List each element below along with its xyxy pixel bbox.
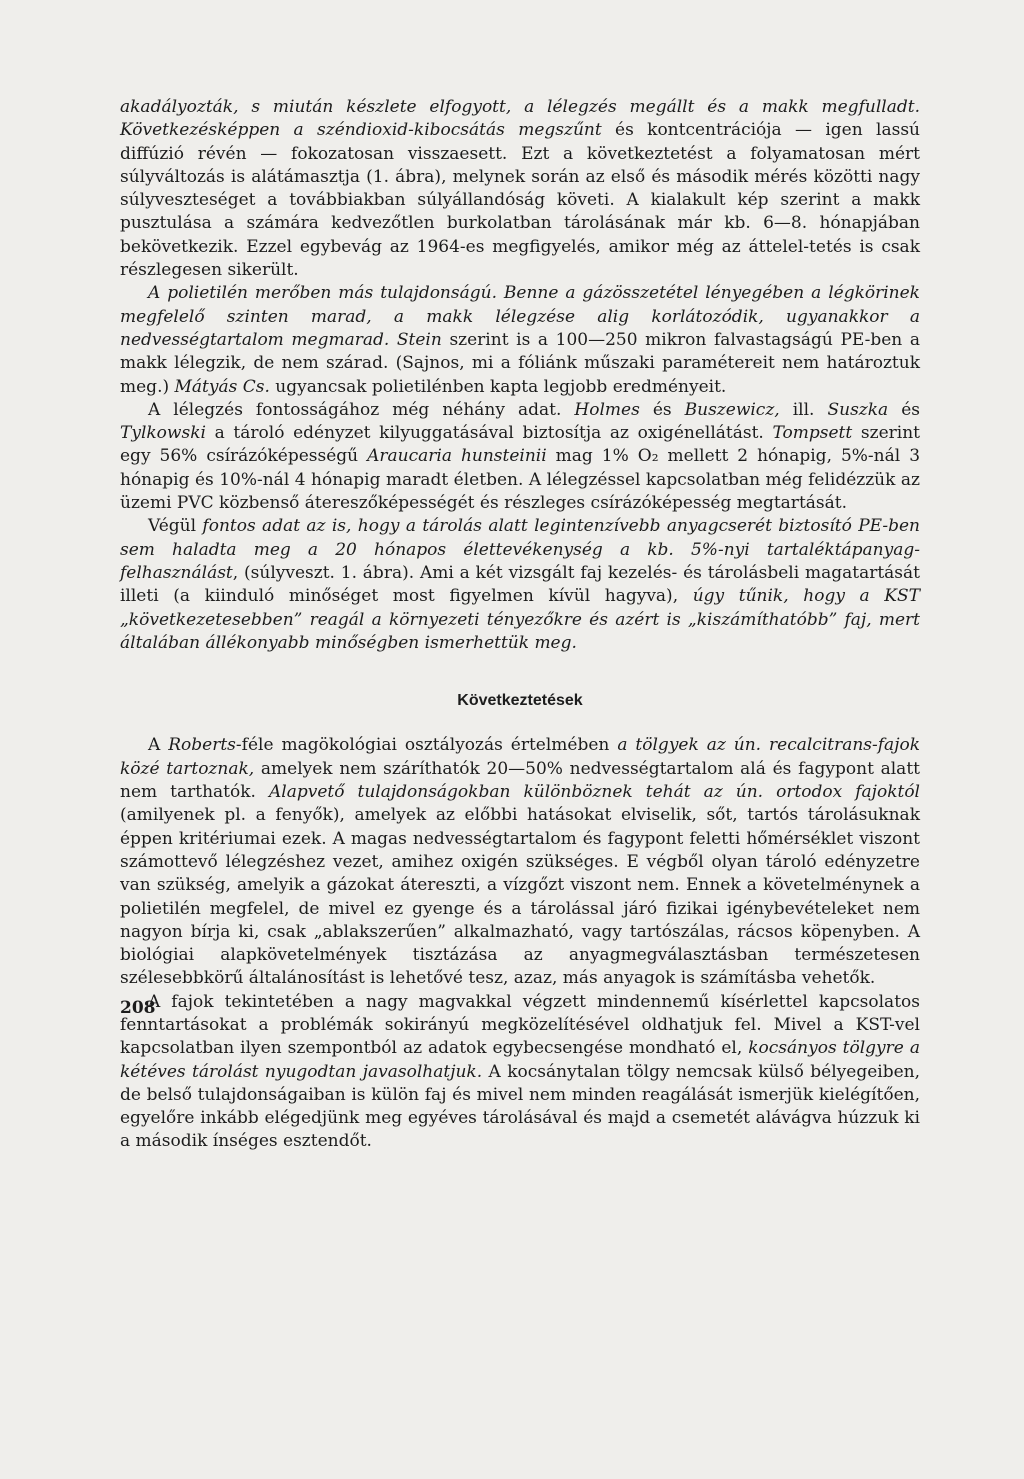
text-run: ill. — [779, 399, 828, 420]
text-run: szerint is a 100—250 mikron falvastagságú PE-ben a makk lélegzik, de nem szárad. (Sajnos, mi a fóliánk műszaki paramétereit nem határoztuk meg.) — [120, 329, 920, 397]
text-run: akadályozták, s miután készlete elfogyott, a lélegzés megállt és a makk megfulladt. Következésképpen a széndioxid-kibocsátás megszűnt — [120, 97, 920, 141]
text-run: A kocsánytalan tölgy nemcsak külső bélyegeiben, de belső tulajdonságaiban is külön faj és mivel nem minden reagálását ismerjük kielégítően, egyelőre inkább elégedjünk meg egyéves tárolásával és majd a csemetét alávágva húzzuk ki a második ínséges esztendőt. — [120, 1061, 921, 1152]
paragraph-p4 — [120, 515, 920, 655]
text-run: Tylkowski — [120, 423, 206, 444]
text-run: úgy tűnik, hogy a KST „következetesebben” reagál a környezeti tényezőkre és azért is „kiszámíthatóbb” faj, mert általában állékonyabb minőségben ismerhettük meg. — [120, 586, 920, 653]
text-run: a tölgyek az ún. recalcitrans-fajok közé tartoznak, — [120, 735, 921, 779]
text-run: Alapvető tulajdonságokban különböznek tehát az ún. ortodox fajoktól — [269, 782, 920, 803]
text-run: Mátyás Cs. — [174, 376, 270, 397]
page-number: 208 — [120, 998, 156, 1018]
paragraph-p3 — [120, 399, 920, 515]
text-run: A fajok tekintetében a nagy magvakkal végzett mindennemű kísérlettel kapcsolatos fenntartásokat a problémák sokirányú megközelítésével oldhatjuk fel. Mivel a KST-vel kapcsolatban ilyen szempontból az adatok egybecsengése mondható el, — [120, 991, 920, 1059]
text-run: mag 1% O₂ mellett 2 hónapig, 5%-nál 3 hónapig és 10%-nál 4 hónapig maradt életben. A lélegzéssel kapcsolatban még felidézzük az üzemi PVC közbenső átereszőképességét és részleges csírázóképesség megtartását. — [120, 446, 921, 514]
text-run: A — [148, 735, 169, 756]
text-run: Végül — [148, 516, 203, 537]
text-run: , (súlyveszt. 1. ábra). Ami a két vizsgált faj kezelés- és tárolásbeli magatartását illeti (a kiinduló minőséget most figyelmen kívül hagyva), — [120, 562, 920, 607]
text-run: (amilyenek pl. a fenyők), amelyek az előbbi hatásokat elviselik, sőt, tartós tárolásuknak éppen kritériumai ezek. A magas nedvességtartalom és fagypont feletti hőmérséklet viszont számottevő lélegzéshez vezet, amihez oxigén szükséges. E végből olyan tároló edényzetre van szükség, amelyik a gázokat átereszti, a vízgőzt viszont nem. Ennek a követelménynek a polietilén megfelel, de mivel ez gyenge és a tárolással járó fizikai igénybevételeket nem nagyon bírja ki, csak „ablakszerűen” alkalmazható, vagy tartószálas, rácsos köpenyben. A biológiai alapkövetelmények tisztázása az anyagmegválasztásban természetesen szélesebbkörű általánosítást is lehetővé tesz, azaz, más anyagok is számításba vehetők. — [120, 805, 920, 989]
text-run: A lélegzés fontosságához még néhány adat. — [148, 399, 575, 420]
paragraphs-after-heading — [120, 734, 920, 1153]
text-run: Roberts — [168, 735, 236, 756]
text-run: Buszewicz, — [684, 399, 780, 420]
paragraph-p5 — [120, 734, 920, 990]
paragraphs-before-heading — [120, 96, 920, 655]
text-run: Holmes — [574, 399, 640, 420]
text-run: szerint egy 56% csírázóképességű — [120, 423, 920, 467]
text-run: és — [888, 399, 920, 420]
text-run: és — [639, 399, 685, 420]
text-run: -féle magökológiai osztályozás értelmében — [235, 735, 618, 756]
paragraph-p2 — [120, 282, 920, 398]
paragraph-p6 — [120, 991, 920, 1154]
text-run: ugyancsak polietilénben kapta legjobb eredményeit. — [269, 376, 727, 397]
text-run: fontos adat az is, hogy a tárolás alatt legintenzívebb anyagcserét biztosító PE-ben sem haladta meg a 20 hónapos élettevékenység a kb. 5%-nyi tartaléktápanyag-felhasználást — [120, 516, 920, 583]
paragraph-p1 — [120, 96, 920, 282]
text-run: Suszka — [827, 399, 889, 420]
text-run: Araucaria hunsteinii — [367, 446, 547, 467]
text-run: és kontcentrációja — igen lassú diffúzió révén — fokozatosan visszaesett. Ezt a következtetést a folyamatosan mért súlyváltozás is alátámasztja (1. ábra), melynek során az első és második mérés közötti nagy súlyveszteséget a továbbiakban súlyállandóság követi. A kialakult kép szerint a makk pusztulása a számára kedvezőtlen burkolatban tárolásának már kb. 6—8. hónapjában bekövetkezik. Ezzel egybevág az 1964-es megfigyelés, amikor még az áttelel-tetés is csak részlegesen sikerült. — [120, 120, 920, 281]
text-run: amelyek nem száríthatók 20—50% nedvességtartalom alá és fagypont alatt nem tarthatók. — [120, 758, 920, 803]
section-heading: Következtetések — [457, 692, 583, 710]
body-text — [120, 96, 920, 1154]
text-run: kocsányos tölgyre a kétéves tárolást nyugodtan javasolhatjuk. — [120, 1038, 920, 1082]
text-run: A polietilén merőben más tulajdonságú. Benne a gázösszetétel lényegében a légkörinek megfelelő szinten marad, a makk lélegzése alig korlátozódik, ugyanakkor a nedvességtartalom megmarad. Stein — [120, 283, 920, 350]
text-run: Tompsett — [772, 423, 853, 444]
text-run: a tároló edényzet kilyuggatásával biztosítja az oxigénellátást. — [205, 423, 773, 444]
